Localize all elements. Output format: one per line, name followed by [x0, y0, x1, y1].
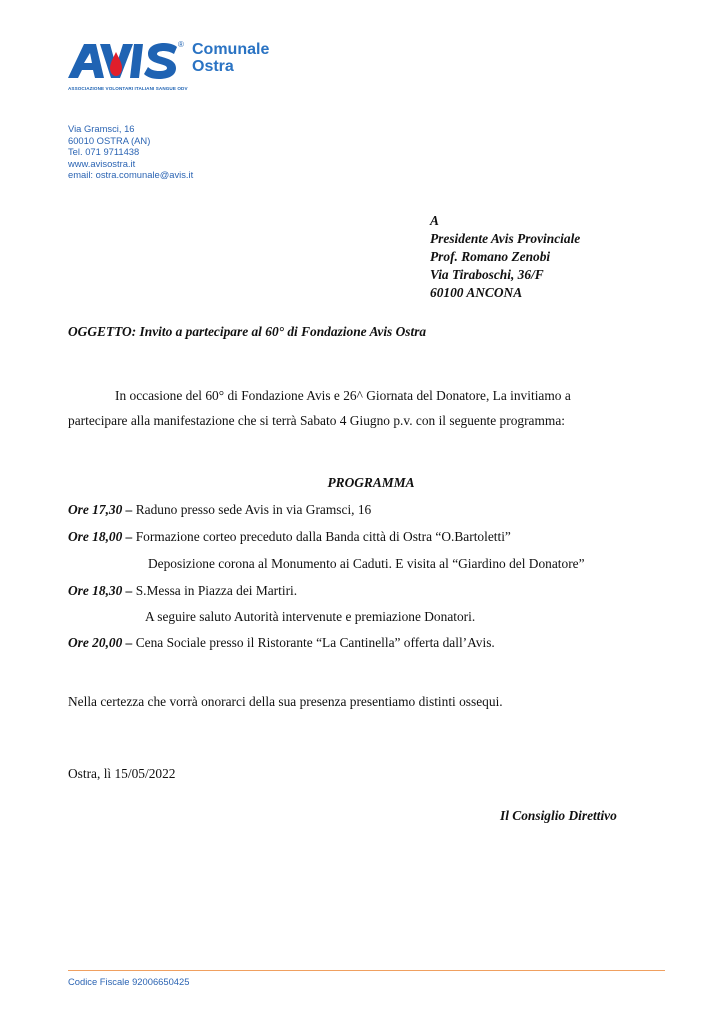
logo-tagline: ASSOCIAZIONE VOLONTARI ITALIANI SANGUE ODV	[68, 86, 188, 91]
programma-time: Ore 18,00 –	[68, 529, 133, 544]
programma-title	[0, 475, 724, 491]
programma-item-continuation	[145, 609, 475, 625]
recipient-line: A	[430, 213, 439, 228]
programma-text: Deposizione corona al Monumento ai Caduti. E visita al “Giardino del Donatore”	[148, 556, 585, 571]
programma-title-text: PROGRAMMA	[327, 475, 415, 490]
programma-time: Ore 17,30 –	[68, 502, 133, 517]
registered-mark: ®	[178, 40, 184, 49]
intro-line-2: partecipare alla manifestazione che si terrà Sabato 4 Giugno p.v. con il seguente programma:	[68, 413, 565, 428]
programma-text: A seguire saluto Autorità intervenute e premiazione Donatori.	[145, 609, 476, 624]
organization-name	[192, 41, 269, 75]
contact-email: email: ostra.comunale@avis.it	[68, 169, 194, 181]
programma-item	[68, 635, 495, 651]
intro-line-1: In occasione del 60° di Fondazione Avis e 26^ Giornata del Donatore, La invitiamo a	[115, 388, 571, 403]
programma-text: Formazione corteo preceduto dalla Banda città di Ostra “O.Bartoletti”	[132, 529, 511, 544]
recipient-line: 60100 ANCONA	[430, 285, 523, 300]
programma-time: Ore 20,00 –	[68, 635, 133, 650]
organization-name-line2: Ostra	[192, 58, 234, 75]
recipient-line: Prof. Romano Zenobi	[430, 249, 551, 264]
avis-logo	[66, 38, 286, 98]
closing-sentence: Nella certezza che vorrà onorarci della sua presenza presentiamo distinti ossequi.	[68, 694, 503, 709]
programma-item	[68, 502, 371, 518]
sender-contacts	[68, 123, 193, 181]
programma-item	[68, 529, 511, 545]
recipient-line: Presidente Avis Provinciale	[430, 231, 581, 246]
signature: Il Consiglio Direttivo	[500, 808, 617, 823]
programma-item-continuation	[148, 556, 585, 572]
recipient-block	[430, 212, 580, 302]
organization-name-line1: Comunale	[192, 41, 270, 58]
recipient-line: Via Tiraboschi, 36/F	[430, 267, 544, 282]
contact-website: www.avisostra.it	[68, 157, 136, 169]
avis-logo-wordmark	[66, 38, 184, 88]
place-date: Ostra, lì 15/05/2022	[68, 766, 176, 781]
programma-text: Cena Sociale presso il Ristorante “La Cantinella” offerta dall’Avis.	[132, 635, 495, 650]
letter-subject: OGGETTO: Invito a partecipare al 60° di Fondazione Avis Ostra	[68, 324, 427, 339]
programma-text: S.Messa in Piazza dei Martiri.	[132, 583, 298, 598]
programma-item	[68, 583, 297, 599]
footer-tax-code: Codice Fiscale 92006650425	[68, 976, 190, 987]
contact-city: 60010 OSTRA (AN)	[68, 134, 151, 146]
footer-divider	[68, 970, 665, 971]
programma-text: Raduno presso sede Avis in via Gramsci, 16	[132, 502, 372, 517]
contact-phone: Tel. 071 9711438	[68, 146, 140, 158]
programma-time: Ore 18,30 –	[68, 583, 133, 598]
contact-address: Via Gramsci, 16	[68, 123, 135, 134]
